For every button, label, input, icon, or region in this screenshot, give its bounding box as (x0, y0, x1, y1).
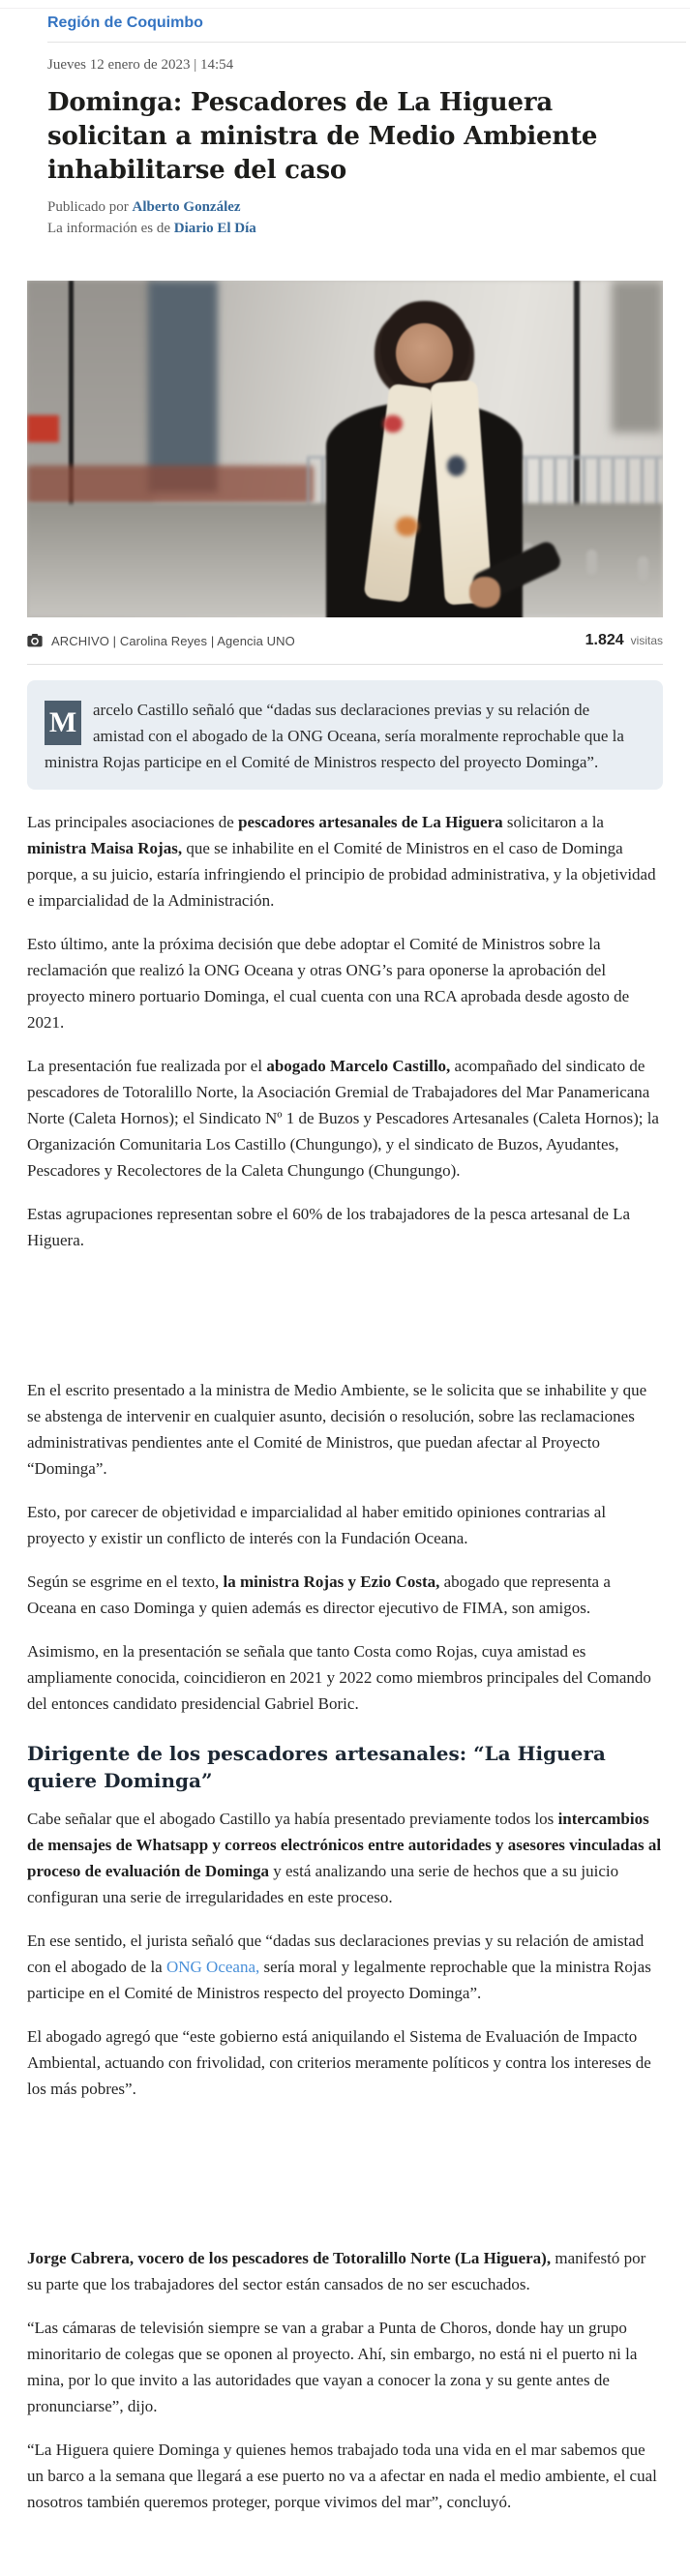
text-segment: sería moral y legalmente reprochable que la ministra Rojas participe en el Comité de Ministros respecto del proyecto Dominga”. (27, 1958, 651, 2002)
text-segment: acompañado del sindicato de pescadores de Totoralillo Norte, la Asociación Gremial de Trabajadores del Mar Panamericana Norte (Caleta Hornos); el Sindicato Nº 1 de Buzos y Pescadores Artesanales (Caleta Hornos); la Organización Comunitaria Los Castillo (Chungungo), y el sindicato de Buzos, Ayudantes, Pescadores y Recolectores de la Caleta Chungungo (Chungungo). (27, 1057, 659, 1180)
article-paragraph (27, 2245, 663, 2297)
text-segment: Asimismo, en la presentación se señala que tanto Costa como Rojas, cuya amistad es ampliamente conocida, coincidieron en 2021 y 2022 como miembros principales del Comando del entonces candidato presidencial Gabriel Boric. (27, 1642, 651, 1713)
text-segment: “Las cámaras de televisión siempre se van a grabar a Punta de Choros, donde hay un grupo minoritario de colegas que se oponen al proyecto. Ahí, sin embargo, no está ni el puerto ni la mina, por lo que invito a las autoridades que vayan a conocer la zona y su gente antes de pronunciarse”, dijo. (27, 2319, 638, 2415)
text-segment: abogado que representa a Oceana en caso Dominga y quien además es director ejecutivo de FIMA, son amigos. (27, 1573, 611, 1617)
photo-shade-right (612, 281, 663, 433)
header-divider (47, 42, 686, 43)
text-segment: La presentación fue realizada por el (27, 1057, 267, 1075)
article-body (27, 809, 663, 2515)
article-paragraph (27, 1806, 663, 1910)
photo-bollard (638, 556, 648, 582)
caption-divider (27, 664, 663, 665)
text-segment: “La Higuera quiere Dominga y quienes hemos trabajado toda una vida en el mar sabemos que un barco a la semana que llegará a ese puerto no va a afectar en nada el medio ambiente, el cual nosotros también queremos proteger, porque vivimos del mar”, concluyó. (27, 2441, 657, 2511)
ad-placeholder (27, 1271, 663, 1377)
photo-credit: ARCHIVO | Carolina Reyes | Agencia UNO (51, 633, 295, 648)
article-paragraph (27, 1569, 663, 1621)
bold-text: intercambios de mensajes de Whatsapp y correos electrónicos entre autoridades y asesores vinculadas al proceso de evaluación de Dominga (27, 1810, 662, 1880)
article-paragraph (27, 809, 663, 914)
article-paragraph (27, 1499, 663, 1551)
lead-quote-text: arcelo Castillo señaló que “dadas sus declaraciones previas y su relación de amistad con el abogado de la ONG Oceana, sería moralmente reprochable que la ministra Rojas participe en el Comité de Ministros respecto del proyecto Dominga”. (45, 701, 624, 771)
text-segment: manifestó por su parte que los trabajadores del sector están cansados de no ser escuchados. (27, 2249, 646, 2293)
text-segment: El abogado agregó que “este gobierno está aniquilando el Sistema de Evaluación de Impacto Ambiental, actuando con frivolidad, con criterios meramente políticos y contra los intereses de los más pobres”. (27, 2027, 651, 2098)
article-header (0, 9, 690, 239)
source-link[interactable]: Diario El Día (173, 221, 256, 236)
text-segment: y está analizando una serie de hechos que a su juicio configuran una serie de irregularidades en este proceso. (27, 1862, 619, 1906)
article-paragraph (27, 1377, 663, 1482)
section-label[interactable]: Región de Coquimbo (47, 15, 203, 31)
author-link[interactable]: Alberto González (132, 199, 241, 215)
lead-quote (27, 680, 663, 790)
article-paragraph (27, 1201, 663, 1253)
text-segment: Esto último, ante la próxima decisión que debe adoptar el Comité de Ministros sobre la reclamación que realizó la ONG Oceana y otras ONG’s para oponerse la aprobación del proyecto minero portuario Dominga, el cual cuenta con una RCA aprobada desde agosto de 2021. (27, 935, 630, 1032)
bold-text: abogado Marcelo Castillo, (266, 1057, 451, 1075)
byline-author-line (47, 196, 663, 218)
bold-text: pescadores artesanales de La Higuera (238, 813, 503, 831)
article-paragraph (27, 1638, 663, 1717)
photo-person-hand (469, 577, 501, 607)
text-segment: Cabe señalar que el abogado Castillo ya había presentado previamente todos los (27, 1810, 558, 1828)
top-divider (0, 0, 690, 9)
article-paragraph (27, 2315, 663, 2419)
photo-door (148, 281, 218, 493)
ad-placeholder (27, 2119, 663, 2245)
text-segment: Esto, por carecer de objetividad e imparcialidad al haber emitido opiniones contrarias al proyecto y existir un conflicto de interés con la Fundación Oceana. (27, 1503, 607, 1547)
camera-icon (27, 634, 43, 647)
article-photo (27, 281, 663, 617)
text-segment: En el escrito presentado a la ministra de Medio Ambiente, se le solicita que se inhabilite y que se abstenga de intervenir en cualquier asunto, decisión o resolución, sobre las reclamaciones administrativas pendientes ante el Comité de Ministros, que puedan afectar al Proyecto “Dominga”. (27, 1381, 647, 1478)
dropcap: M (45, 701, 81, 745)
photo-red-detail (27, 415, 59, 442)
article-subheading: Dirigente de los pescadores artesanales: “La Higuera quiere Dominga” (27, 1742, 606, 1792)
byline (47, 196, 663, 239)
article-paragraph (27, 1053, 663, 1183)
photo-caption-row (27, 630, 663, 651)
text-segment: Según se esgrime en el texto, (27, 1573, 224, 1591)
byline-prefix: Publicado por (47, 199, 133, 215)
byline-source-prefix: La información es de (47, 221, 174, 236)
bold-text: la ministra Rojas y Ezio Costa, (223, 1573, 440, 1591)
inline-link[interactable]: ONG Oceana, (165, 1958, 260, 1976)
article-paragraph (27, 931, 663, 1035)
text-segment: solicitaron a la (502, 813, 604, 831)
views-label: visitas (630, 634, 663, 647)
text-segment: Estas agrupaciones representan sobre el 60% de los trabajadores de la pesca artesanal de La Higuera. (27, 1205, 631, 1249)
photo-scarf-pattern (447, 456, 466, 476)
article-paragraph (27, 1928, 663, 2006)
byline-source-line (47, 218, 663, 239)
bold-text: ministra Maisa Rojas, (27, 839, 183, 857)
text-segment: En ese sentido, el jurista señaló que “dadas sus declaraciones previas y su relación de amistad con el abogado de la (27, 1932, 645, 1976)
article-date: Jueves 12 enero de 2023 | 14:54 (47, 57, 234, 73)
photo-bollard (586, 550, 597, 575)
article-paragraph (27, 2437, 663, 2515)
photo-person-face (396, 323, 453, 384)
article-paragraph (27, 2023, 663, 2102)
text-segment: Las principales asociaciones de (27, 813, 239, 831)
bold-text: Jorge Cabrera, vocero de los pescadores de Totoralillo Norte (La Higuera), (27, 2249, 552, 2267)
article-title: Dominga: Pescadores de La Higuera solicitan a ministra de Medio Ambiente inhabilitarse del caso (47, 88, 598, 185)
photo-scarf-pattern (383, 415, 403, 432)
views-count: 1.824 (585, 632, 624, 648)
photo-bench (27, 465, 314, 502)
text-segment: que se inhabilite en el Comité de Ministros en el caso de Dominga porque, a su juicio, estaría infringiendo el principio de probidad administrativa, y la objetividad e imparcialidad de la Administración. (27, 839, 656, 910)
